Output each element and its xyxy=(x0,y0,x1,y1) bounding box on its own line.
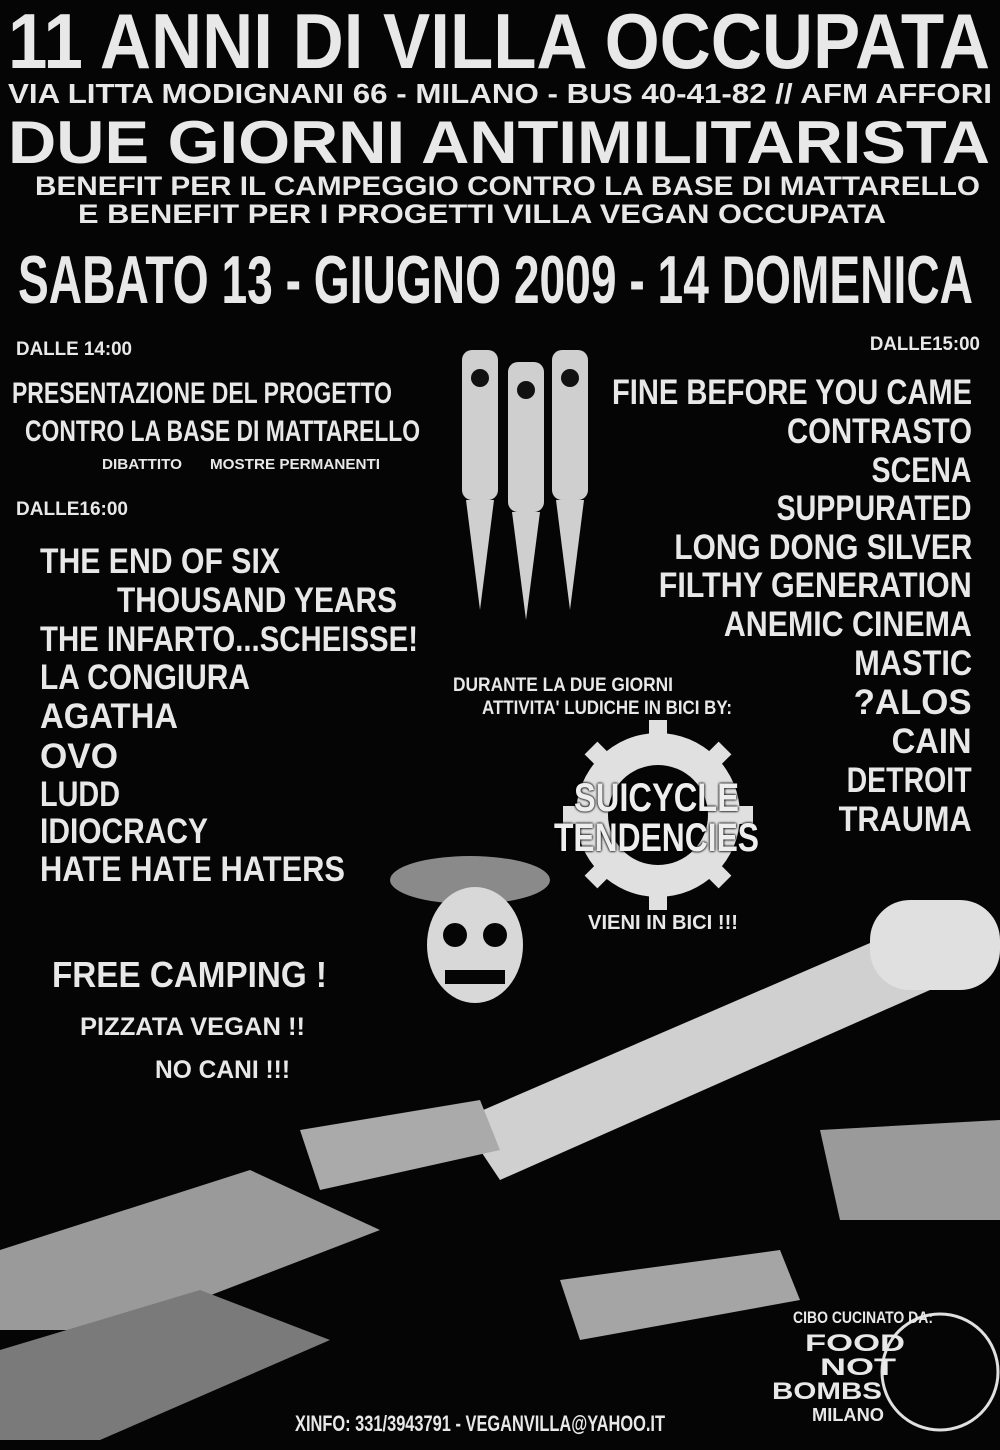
left-band: LUDD xyxy=(40,775,120,814)
left-band: THE INFARTO...SCHEISSE! xyxy=(40,620,418,659)
event-dates: SABATO 13 - GIUGNO 2009 - 14 DOMENICA xyxy=(18,242,973,318)
tendencies-logo-text: TENDENCIES xyxy=(554,816,759,860)
address: VIA LITTA MODIGNANI 66 - MILANO - BUS 40-41-82 // AFM AFFORI xyxy=(8,78,992,109)
time-saturday-talk: DALLE 14:00 xyxy=(16,339,132,360)
bullets-skull-icon xyxy=(462,350,588,620)
left-band: LA CONGIURA xyxy=(40,658,250,697)
left-band: AGATHA xyxy=(40,697,178,736)
left-band: IDIOCRACY xyxy=(40,812,208,851)
exhibits-label: MOSTRE PERMANENTI xyxy=(210,456,380,473)
fnb-logo-bombs: BOMBS xyxy=(772,1378,882,1405)
right-band: CONTRASTO xyxy=(787,412,972,451)
debate-label: DIBATTITO xyxy=(102,456,182,473)
right-band: FILTHY GENERATION xyxy=(659,566,972,605)
right-band: TRAUMA xyxy=(839,800,972,839)
no-dogs: NO CANI !!! xyxy=(155,1056,290,1084)
bike-line-2: ATTIVITA' LUDICHE IN BICI BY: xyxy=(482,698,732,719)
vegan-pizza: PIZZATA VEGAN !! xyxy=(80,1013,305,1041)
left-band: OVO xyxy=(40,737,118,776)
fnb-logo-milano: MILANO xyxy=(812,1405,884,1425)
suicycle-logo-text: SUICYCLE xyxy=(574,776,739,820)
right-band: ANEMIC CINEMA xyxy=(724,605,972,644)
right-band: LONG DONG SILVER xyxy=(674,528,972,567)
time-sunday-bands: DALLE15:00 xyxy=(870,334,980,355)
right-band: FINE BEFORE YOU CAME xyxy=(612,373,972,412)
left-band: THOUSAND YEARS xyxy=(117,581,397,620)
bike-cta: VIENI IN BICI !!! xyxy=(588,912,738,934)
right-band: ?ALOS xyxy=(854,683,972,722)
fnb-logo-not: NOT xyxy=(820,1354,896,1381)
poster-title: 11 ANNI DI VILLA OCCUPATA xyxy=(8,0,990,85)
fnb-logo-food: FOOD xyxy=(805,1330,905,1357)
presentation-line-2: CONTRO LA BASE DI MATTARELLO xyxy=(25,415,420,448)
contact-info: XINFO: 331/3943791 - VEGANVILLA@YAHOO.IT xyxy=(295,1411,665,1436)
bike-line-1: DURANTE LA DUE GIORNI xyxy=(453,675,673,696)
right-band: SCENA xyxy=(872,451,972,490)
left-band: THE END OF SIX xyxy=(40,542,280,581)
free-camping: FREE CAMPING ! xyxy=(52,954,327,995)
right-band: DETROIT xyxy=(847,761,972,800)
right-band: SUPPURATED xyxy=(777,489,972,528)
benefit-line-2: E BENEFIT PER I PROGETTI VILLA VEGAN OCCUPATA xyxy=(78,199,886,229)
right-band: MASTIC xyxy=(854,644,972,683)
subtitle: DUE GIORNI ANTIMILITARISTA xyxy=(8,109,991,176)
time-saturday-bands: DALLE16:00 xyxy=(16,499,128,520)
benefit-line-1: BENEFIT PER IL CAMPEGGIO CONTRO LA BASE DI MATTARELLO xyxy=(35,171,980,201)
right-band: CAIN xyxy=(892,722,972,761)
presentation-line-1: PRESENTAZIONE DEL PROGETTO xyxy=(12,377,392,410)
food-by-label: CIBO CUCINATO DA: xyxy=(793,1308,933,1327)
left-band: HATE HATE HATERS xyxy=(40,850,345,889)
